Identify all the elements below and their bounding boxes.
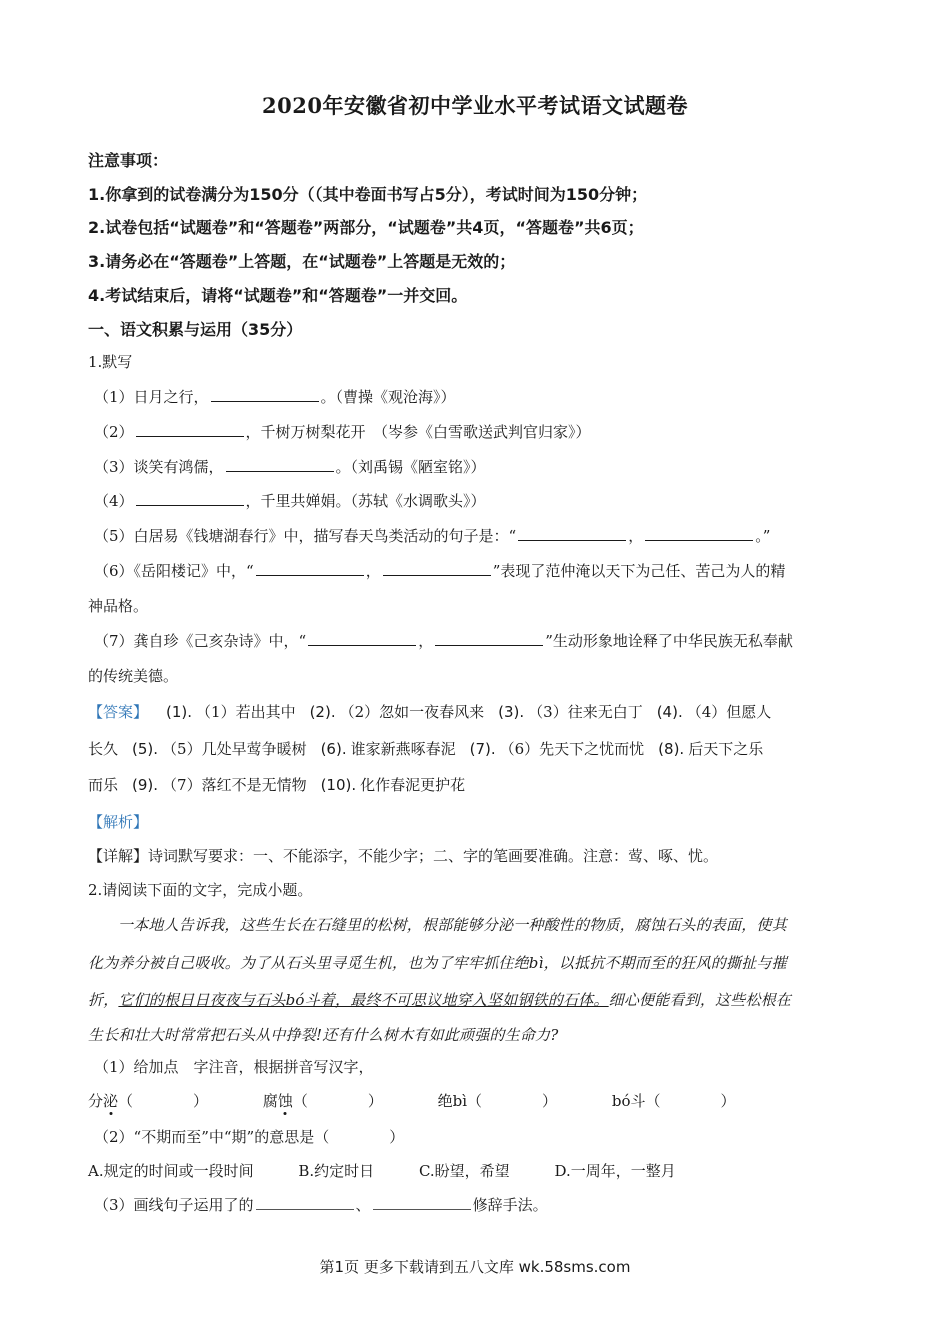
- q1-item-7-prefix: （7）龚自珍《己亥杂诗》中，“: [94, 632, 307, 650]
- q1-item-3-suffix: 。（刘禹锡《陋室铭》）: [335, 458, 486, 476]
- answer-blank[interactable]: [136, 491, 244, 506]
- answer-blank[interactable]: [518, 526, 626, 541]
- question-2-label: 2.请阅读下面的文字，完成小题。: [88, 881, 313, 899]
- answer-blank[interactable]: [645, 526, 753, 541]
- q1-item-6-sep: ，: [365, 562, 381, 580]
- option-d[interactable]: D.一周年，一整月: [554, 1162, 676, 1180]
- answer-line-2: [88, 738, 763, 759]
- note-item-4: 4.考试结束后，请将“试题卷”和“答题卷”一并交回。: [88, 286, 468, 305]
- answer-number: (2).: [309, 703, 336, 721]
- q1-item-4: [94, 490, 486, 511]
- note-item-1: 1.你拿到的试卷满分为150分（（其中卷面书写占5分），考试时间为150分钟；: [88, 185, 648, 204]
- answer-blank[interactable]: [136, 422, 244, 437]
- option-c[interactable]: C.盼望，希望: [418, 1162, 510, 1180]
- q1-item-3-prefix: （3）谈笑有鸿儒，: [94, 458, 224, 476]
- answer-line-1: [88, 701, 771, 722]
- passage-line-3: [88, 989, 791, 1010]
- answer-text: （1）若出其中: [196, 703, 296, 721]
- answer-blank[interactable]: [256, 1195, 354, 1210]
- answer-number: (5).: [132, 740, 159, 758]
- pinyin-items: [88, 1090, 785, 1111]
- q1-item-6-prefix: （6）《岳阳楼记》中，“: [94, 562, 254, 580]
- answer-text: （7）落红不是无情物: [162, 776, 307, 794]
- answer-number: (7).: [469, 740, 496, 758]
- q1-item-7-cont: 的传统美德。: [88, 667, 179, 685]
- q1-item-5: [94, 525, 770, 546]
- answer-number: (6).: [320, 740, 347, 758]
- q1-item-2-suffix: ，千树万树梨花开 （岑参《白雪歌送武判官归家》）: [245, 423, 591, 441]
- word-char: 腐: [262, 1092, 278, 1110]
- answer-number: (1).: [166, 703, 193, 721]
- q1-item-6-suffix: ”表现了范仲淹以天下为己任、苦己为人的精: [492, 562, 786, 580]
- q1-item-4-prefix: （4）: [94, 492, 134, 510]
- q1-item-5-sep: ，: [628, 527, 644, 545]
- q1-item-6-cont: 神品格。: [88, 597, 149, 615]
- q1-item-1-prefix: （1）日月之行，: [94, 388, 209, 406]
- passage-text: 细心便能看到，这些松根在: [608, 991, 792, 1009]
- q2-sub-3: [94, 1194, 548, 1215]
- answer-text: （6）先天下之忧而忧: [499, 740, 645, 758]
- answer-blank[interactable]: [383, 561, 491, 576]
- section-heading: 一、语文积累与运用（35分）: [88, 320, 303, 339]
- answer-number: (3).: [498, 703, 525, 721]
- option-a[interactable]: A.规定的时间或一段时间: [88, 1162, 254, 1180]
- choice-options: [88, 1160, 716, 1181]
- q1-item-5-suffix: 。”: [755, 527, 771, 545]
- question-text: 、: [355, 1196, 371, 1214]
- answer-text: 而乐: [88, 776, 119, 794]
- q1-item-6: [94, 560, 785, 581]
- answer-text: 谁家新燕啄春泥: [350, 740, 456, 758]
- underlined-sentence: 它们的根日日夜夜与石头bó斗着，最终不可思议地穿入坚如钢铁的石体。: [118, 991, 609, 1009]
- q1-item-7-sep: ，: [418, 632, 434, 650]
- answer-text: 化作春泥更护花: [360, 776, 466, 794]
- answer-blank[interactable]: [211, 387, 319, 402]
- answer-number: (9).: [132, 776, 159, 794]
- answer-blank[interactable]: [226, 457, 334, 472]
- answer-paren[interactable]: （ ）: [292, 1092, 383, 1110]
- word-char: 分: [88, 1092, 104, 1110]
- answer-text: （3）往来无白丁: [528, 703, 643, 721]
- page-title: 2020年安徽省初中学业水平考试语文试题卷: [262, 93, 688, 118]
- q1-item-4-suffix: ，千里共婵娟。（苏轼《水调歌头》）: [245, 492, 486, 510]
- q2-sub-2: （2）“不期而至”中“期”的意思是（ ）: [94, 1128, 405, 1146]
- answer-paren[interactable]: （ ）: [118, 1092, 209, 1110]
- option-b[interactable]: B.约定时日: [298, 1162, 375, 1180]
- analysis-detail: 【详解】诗词默写要求：一、不能添字，不能少字；二、字的笔画要准确。注意：莺、啄、忧。: [88, 847, 719, 865]
- q1-item-7: [94, 630, 793, 651]
- answer-text: （5）几处早莺争暖树: [162, 740, 307, 758]
- answer-text: 后天下之乐: [688, 740, 764, 758]
- pinyin-item-1: [88, 1090, 208, 1111]
- passage-line-2: 化为养分被自己吸收。为了从石头里寻觅生机，也为了牢牢抓住绝bì，以抵抗不期而至的狂风的撕扯与摧: [88, 954, 787, 972]
- analysis-tag: 【解析】: [88, 813, 149, 831]
- pinyin-item-3[interactable]: 绝bì（ ）: [437, 1092, 558, 1110]
- answer-number: (4).: [656, 703, 683, 721]
- q1-item-1: [94, 386, 456, 407]
- q1-item-2: [94, 421, 591, 442]
- notes-heading: 注意事项：: [88, 151, 169, 170]
- answer-text: 长久: [88, 740, 119, 758]
- q1-item-1-suffix: 。（曹操《观沧海》）: [320, 388, 456, 406]
- question-text: （3）画线句子运用了的: [94, 1196, 254, 1214]
- passage-line-4: 生长和壮大时常常把石头从中挣裂!还有什么树木有如此顽强的生命力?: [88, 1026, 559, 1044]
- dotted-char: 蚀: [277, 1092, 293, 1110]
- passage-text: 折，: [88, 991, 119, 1009]
- answer-tag: 【答案】: [88, 703, 149, 721]
- dotted-char: 泌: [103, 1092, 119, 1110]
- answer-blank[interactable]: [373, 1195, 471, 1210]
- note-item-2: 2.试卷包括“试题卷”和“答题卷”两部分，“试题卷”共4页，“答题卷”共6页；: [88, 218, 644, 237]
- page-footer: 第1页 更多下载请到五八文库 wk.58sms.com: [319, 1258, 631, 1276]
- question-1-label: 1.默写: [88, 353, 133, 371]
- answer-text: （2）忽如一夜春风来: [339, 703, 485, 721]
- q1-item-3: [94, 456, 486, 477]
- answer-line-3: [88, 774, 465, 795]
- q1-item-5-prefix: （5）白居易《钱塘湖春行》中，描写春天鸟类活动的句子是：“: [94, 527, 517, 545]
- answer-number: (8).: [658, 740, 685, 758]
- note-item-3: 3.请务必在“答题卷”上答题，在“试题卷”上答题是无效的；: [88, 252, 516, 271]
- q1-item-2-prefix: （2）: [94, 423, 134, 441]
- q1-item-7-suffix: ”生动形象地诠释了中华民族无私奉献: [545, 632, 793, 650]
- question-text: 修辞手法。: [472, 1196, 548, 1214]
- pinyin-item-4[interactable]: bó斗（ ）: [611, 1092, 736, 1110]
- pinyin-item-2: [263, 1090, 383, 1111]
- passage-line-1: 一本地人告诉我，这些生长在石缝里的松树，根部能够分泌一种酸性的物质，腐蚀石头的表面，使其: [118, 916, 787, 934]
- answer-text: （4）但愿人: [686, 703, 772, 721]
- answer-blank[interactable]: [256, 561, 364, 576]
- answer-blank[interactable]: [435, 631, 543, 646]
- q2-sub-1: （1）给加点 字注音，根据拼音写汉字，: [94, 1058, 374, 1076]
- answer-blank[interactable]: [308, 631, 416, 646]
- answer-number: (10).: [320, 776, 357, 794]
